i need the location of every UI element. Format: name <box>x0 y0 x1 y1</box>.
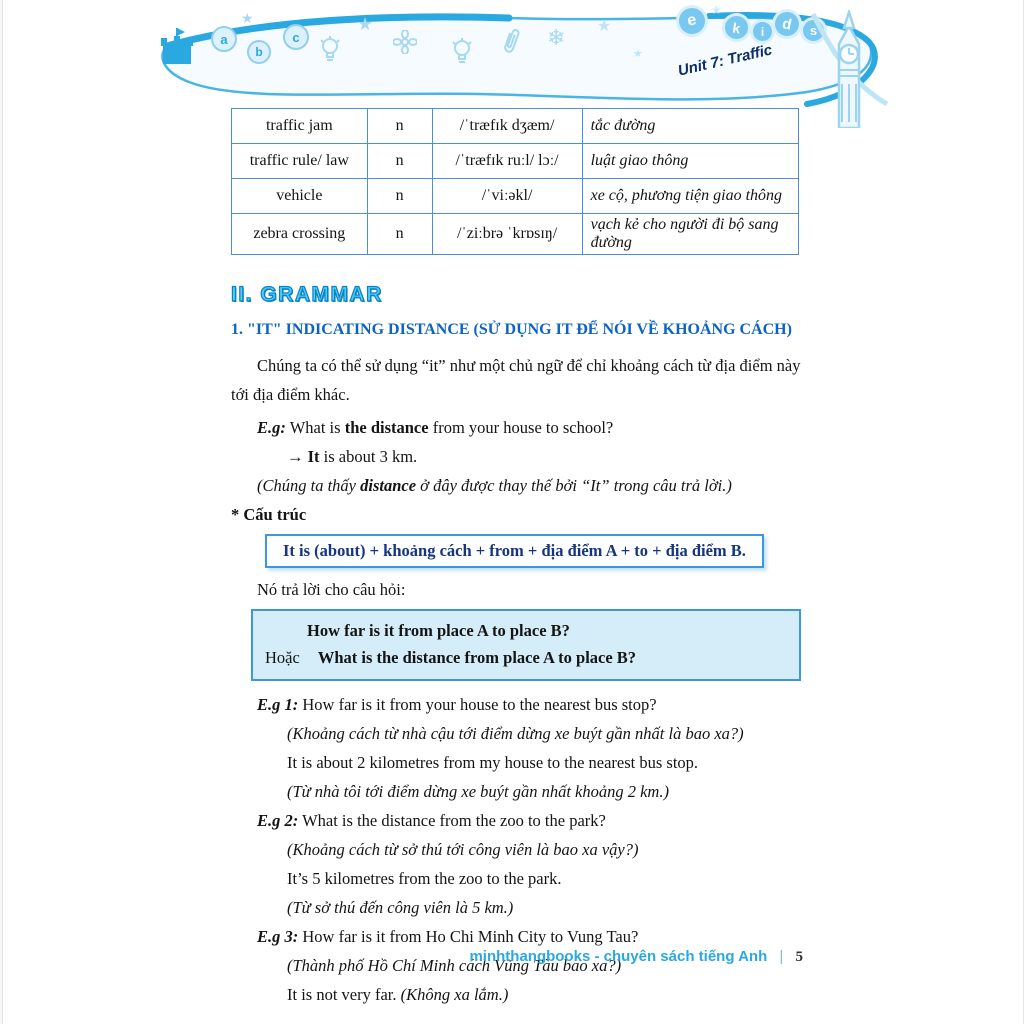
question-box-line1: How far is it from place A to place B? <box>307 621 570 640</box>
vocab-pos: n <box>367 179 432 214</box>
star-icon: ★ <box>597 16 612 35</box>
example-label: E.g 2: <box>257 811 299 830</box>
page-number: 5 <box>795 949 803 965</box>
question-box-line2 <box>261 644 791 671</box>
note-text: ở đây được thay thế bởi “It” trong câu trả lời.) <box>416 476 732 495</box>
flower-icon <box>393 30 417 57</box>
example-label: E.g: <box>257 418 286 437</box>
example-1-question-translation: (Khoảng cách từ nhà cậu tới điểm dừng xe buýt gần nhất là bao xa?) <box>287 724 744 743</box>
note-bold-text: distance <box>360 476 417 495</box>
letter-badge-a: a <box>211 26 237 52</box>
letter-badge-c: c <box>283 24 309 50</box>
example-text: is about 3 km. <box>319 447 418 466</box>
table-row <box>232 179 799 214</box>
example-main-question <box>231 413 803 442</box>
publisher-brand: minhthangbooks - chuyên sách tiếng Anh <box>469 948 768 965</box>
example-2-question <box>231 806 803 835</box>
vocab-meaning: tắc đường <box>582 109 798 144</box>
example-text: What is the distance from the zoo to the park? <box>302 811 606 830</box>
table-row <box>232 214 799 255</box>
vocab-phonetic: /ˈziːbrə ˈkrɒsɪŋ/ <box>432 214 582 255</box>
kids-letter-i: i <box>753 22 772 41</box>
example-text: How far is it from your house to the nearest bus stop? <box>302 695 657 714</box>
vocab-pos: n <box>367 214 432 255</box>
vocab-table <box>231 108 799 255</box>
star-icon: ★ <box>357 14 374 35</box>
intro-paragraph: Chúng ta có thể sử dụng “it” như một chủ ngữ để chỉ khoảng cách từ địa điểm này tới địa điểm khác. <box>231 356 801 404</box>
letter-badge-b: b <box>247 40 271 64</box>
example-main-note <box>231 471 803 500</box>
example-3-question <box>231 922 803 951</box>
example-bold-text: It <box>307 447 320 466</box>
example-text: from your house to school? <box>428 418 614 437</box>
vocab-phonetic: /ˈviːəkl/ <box>432 179 582 214</box>
example-1-answer: It is about 2 kilometres from my house to the nearest bus stop. <box>287 753 699 772</box>
example-text: How far is it from Ho Chi Minh City to Vung Tau? <box>302 927 639 946</box>
kids-letter-s: s <box>803 20 824 41</box>
example-label: E.g 3: <box>257 927 299 946</box>
example-label: E.g 1: <box>257 695 299 714</box>
example-2-answer-translation: (Từ sở thú đến công viên là 5 km.) <box>287 898 514 917</box>
book-page <box>2 0 1024 1024</box>
grammar-subsection-title: 1. "IT" INDICATING DISTANCE (SỬ DỤNG IT ĐỂ NÓI VỀ KHOẢNG CÁCH) <box>231 321 792 338</box>
star-icon: ★ <box>633 47 643 60</box>
question-box-line2-text: What is the distance from place A to place B? <box>317 648 637 667</box>
example-1-question <box>231 690 803 719</box>
example-3-question-translation: (Thành phố Hồ Chí Minh cách Vũng Tàu bao xa?) <box>287 956 622 975</box>
note-text: (Chúng ta thấy <box>257 476 361 495</box>
kids-letter-e: e <box>677 6 707 36</box>
vocab-pos: n <box>367 144 432 179</box>
example-text: It is not very far. <box>287 985 397 1004</box>
example-2-question-translation: (Khoảng cách từ sở thú tới công viên là bao xa vậy?) <box>287 840 639 859</box>
castle-icon <box>159 26 195 69</box>
vocab-phonetic: /ˈtræfɪk dʒæm/ <box>432 109 582 144</box>
page-footer <box>231 948 803 966</box>
vocab-word: traffic jam <box>232 109 368 144</box>
star-icon: ★ <box>711 3 722 17</box>
example-bold-text: the distance <box>344 418 429 437</box>
grammar-section-title: II. GRAMMAR <box>231 283 383 306</box>
example-answer-translation: (Không xa lắm.) <box>400 985 509 1004</box>
arrow-icon: → <box>287 447 308 466</box>
kids-letter-k: k <box>724 15 750 41</box>
table-row <box>232 109 799 144</box>
example-main-answer <box>231 442 803 471</box>
vocab-word: vehicle <box>232 179 368 214</box>
answers-intro: Nó trả lời cho câu hỏi: <box>257 580 406 599</box>
snowflake-icon: ❄ <box>547 26 566 51</box>
page-content <box>231 108 803 1009</box>
structure-label: * Cấu trúc <box>231 505 307 524</box>
question-box <box>251 609 801 681</box>
unit-label: Unit 7: Traffic <box>676 41 774 80</box>
star-icon: ★ <box>241 11 254 27</box>
or-label: Hoặc <box>265 648 300 667</box>
vocab-word: traffic rule/ law <box>232 144 368 179</box>
vocab-pos: n <box>367 109 432 144</box>
lightbulb-icon <box>319 36 341 67</box>
footer-separator: | <box>779 948 784 965</box>
vocab-meaning: xe cộ, phương tiện giao thông <box>582 179 798 214</box>
example-text: What is <box>289 418 345 437</box>
lightbulb-icon <box>451 38 473 69</box>
big-ben-icon <box>809 10 889 131</box>
kids-letter-d: d <box>773 10 801 38</box>
table-row <box>232 144 799 179</box>
vocab-meaning: vạch kẻ cho người đi bộ sang đường <box>582 214 798 255</box>
example-1-answer-translation: (Từ nhà tôi tới điểm dừng xe buýt gần nhất khoảng 2 km.) <box>287 782 669 801</box>
vocab-meaning: luật giao thông <box>582 144 798 179</box>
structure-box: It is (about) + khoảng cách + from + địa điểm A + to + địa điểm B. <box>265 534 764 568</box>
vocab-word: zebra crossing <box>232 214 368 255</box>
example-2-answer: It’s 5 kilometres from the zoo to the park. <box>287 869 562 888</box>
vocab-phonetic: /ˈtræfɪk ruːl/ lɔː/ <box>432 144 582 179</box>
example-3-answer <box>231 980 803 1009</box>
